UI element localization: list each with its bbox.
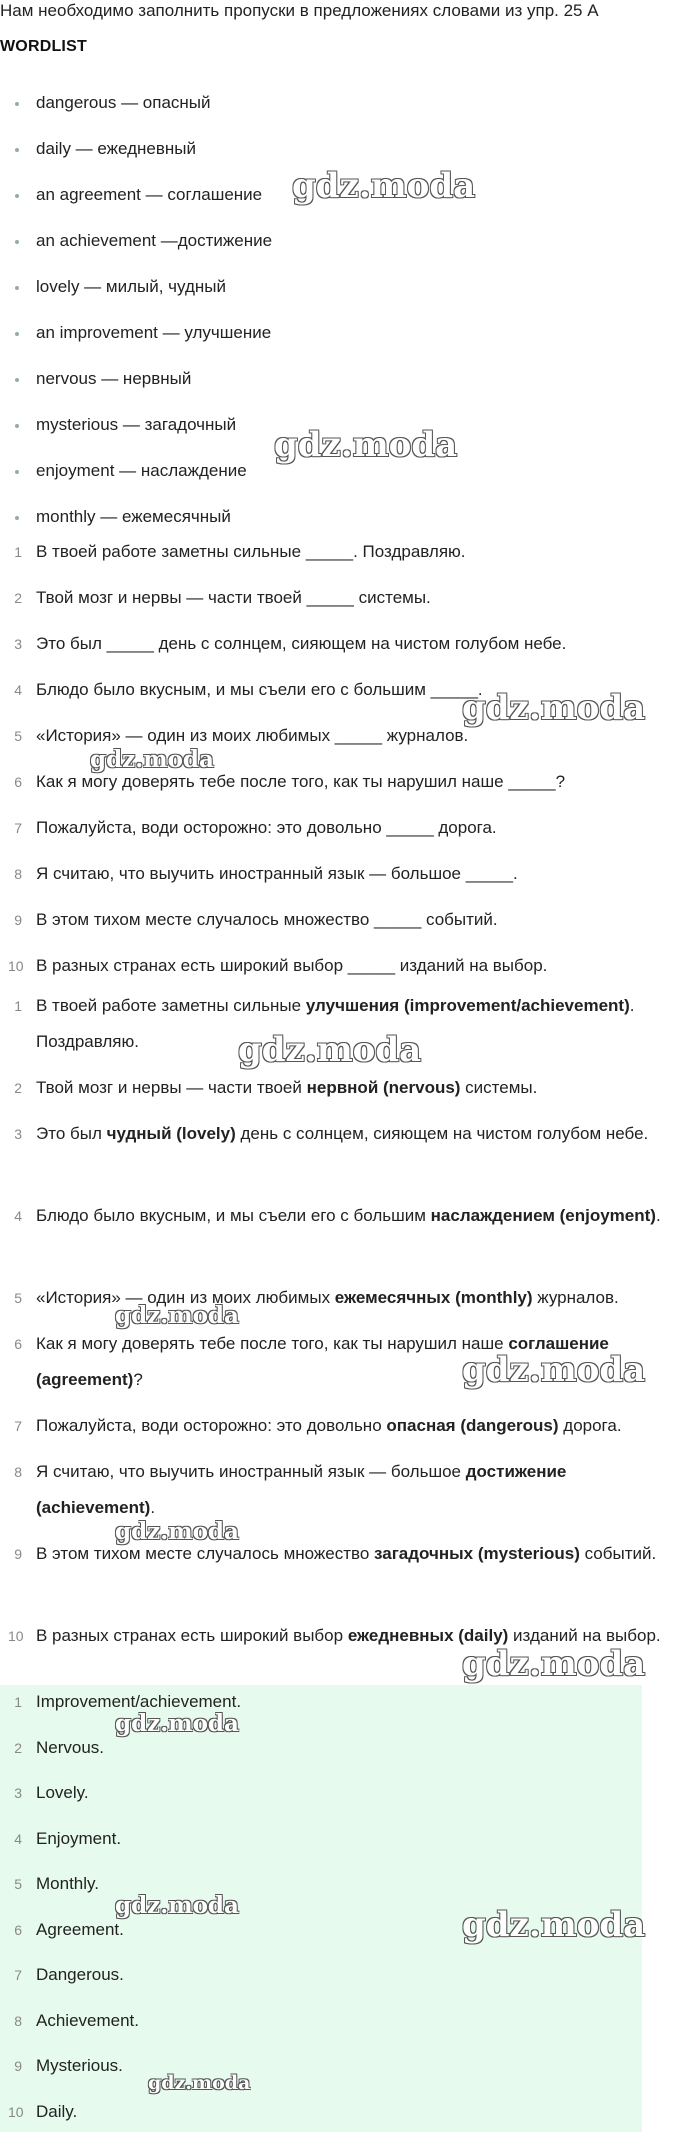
answer-word: улучшения (improvement/achievement) <box>306 996 630 1015</box>
short-answer-text: Agreement. <box>36 1920 124 1939</box>
answer-after: ? <box>133 1370 142 1389</box>
answer-before: Я считаю, что выучить иностранный язык — большое <box>36 1462 466 1481</box>
watermark: gdz.moda <box>462 688 645 728</box>
answer-item <box>0 1116 680 1198</box>
task-item <box>0 816 680 862</box>
watermark: gdz.moda <box>115 1710 239 1737</box>
task-item <box>0 632 680 678</box>
wordlist-item: an agreement — соглашение <box>0 180 680 226</box>
short-answer-item <box>0 1733 680 1779</box>
intro-text: Нам необходимо заполнить пропуски в предложениях словами из упр. 25 А <box>0 0 680 22</box>
wordlist-item: monthly — ежемесячный <box>0 502 680 548</box>
short-answer-item <box>0 1687 680 1733</box>
answer-item <box>0 1326 680 1408</box>
item-number: 9 <box>8 908 22 932</box>
task-text: Блюдо было вкусным, и мы съели его с большим _____. <box>36 680 483 699</box>
watermark: gdz.moda <box>238 1030 421 1070</box>
task-text: В разных странах есть широкий выбор _____ изданий на выбор. <box>36 956 547 975</box>
task-item <box>0 540 680 586</box>
answer-word: чудный (lovely) <box>107 1124 236 1143</box>
task-item <box>0 586 680 632</box>
watermark: gdz.moda <box>462 1350 645 1390</box>
answer-after: событий. <box>580 1544 656 1563</box>
answer-after: . <box>656 1206 661 1225</box>
wordlist-item: dangerous — опасный <box>0 88 680 134</box>
wordlist-item: daily — ежедневный <box>0 134 680 180</box>
task-item <box>0 908 680 954</box>
item-number: 6 <box>8 770 22 794</box>
answer-before: Пожалуйста, води осторожно: это довольно <box>36 1416 386 1435</box>
answer-before: В этом тихом месте случалось множество <box>36 1544 374 1563</box>
task-text: В этом тихом месте случалось множество _____ событий. <box>36 910 498 929</box>
answer-after: . Поздравляю. <box>36 996 634 1051</box>
watermark: gdz.moda <box>115 1302 239 1329</box>
item-number: 4 <box>8 1198 22 1234</box>
task-item <box>0 724 680 770</box>
watermark: gdz.moda <box>462 1905 645 1945</box>
answer-before: Как я могу доверять тебе после того, как ты нарушил наше <box>36 1334 508 1353</box>
task-text: Твой мозг и нервы — части твоей _____ системы. <box>36 588 431 607</box>
wordlist-item: an achievement —достижение <box>0 226 680 272</box>
answer-after: изданий на выбор. <box>508 1626 660 1645</box>
task-text: «История» — один из моих любимых _____ журналов. <box>36 726 468 745</box>
watermark: gdz.moda <box>462 1644 645 1684</box>
answer-item <box>0 988 680 1070</box>
answer-list <box>0 988 680 1700</box>
short-answer-text: Dangerous. <box>36 1965 124 1984</box>
task-list <box>0 540 680 1000</box>
item-number: 5 <box>8 724 22 748</box>
item-number: 8 <box>8 1454 22 1490</box>
task-item <box>0 678 680 724</box>
item-number: 7 <box>8 1960 22 1990</box>
answer-word: ежедневных (daily) <box>348 1626 509 1645</box>
short-answer-item <box>0 1915 680 1961</box>
watermark: gdz.moda <box>115 1892 239 1919</box>
answer-after: системы. <box>460 1078 537 1097</box>
task-text: Как я могу доверять тебе после того, как ты нарушил наше _____? <box>36 772 565 791</box>
item-number: 4 <box>8 1824 22 1854</box>
answer-before: Твой мозг и нервы — части твоей <box>36 1078 307 1097</box>
item-number: 9 <box>8 2051 22 2081</box>
watermark: gdz.moda <box>90 746 214 773</box>
item-number: 5 <box>8 1869 22 1899</box>
item-number: 6 <box>8 1326 22 1362</box>
item-number: 3 <box>8 1778 22 1808</box>
task-text: В твоей работе заметны сильные _____. Поздравляю. <box>36 542 466 561</box>
item-number: 1 <box>8 540 22 564</box>
answer-word: нервной (nervous) <box>307 1078 461 1097</box>
answer-word: наслаждением (enjoyment) <box>431 1206 656 1225</box>
short-answer-text: Daily. <box>36 2102 77 2121</box>
answer-word: соглашение (agreement) <box>36 1334 609 1389</box>
task-item <box>0 862 680 908</box>
item-number: 3 <box>8 1116 22 1152</box>
task-text: Это был _____ день с солнцем, сияющем на чистом голубом небе. <box>36 634 566 653</box>
item-number: 7 <box>8 1408 22 1444</box>
wordlist-item: enjoyment — наслаждение <box>0 456 680 502</box>
wordlist-title: WORDLIST <box>0 38 87 56</box>
short-answer-item <box>0 1869 680 1915</box>
watermark: gdz.moda <box>292 166 475 206</box>
item-number: 9 <box>8 1536 22 1572</box>
item-number: 6 <box>8 1915 22 1945</box>
item-number: 3 <box>8 632 22 656</box>
item-number: 10 <box>8 954 22 978</box>
answer-word: ежемесячных (monthly) <box>335 1288 533 1307</box>
short-answer-text: Enjoyment. <box>36 1829 121 1848</box>
answer-item <box>0 1408 680 1454</box>
answer-item <box>0 1070 680 1116</box>
answer-before: «История» — один из моих любимых <box>36 1288 335 1307</box>
item-number: 4 <box>8 678 22 702</box>
short-answer-item <box>0 1824 680 1870</box>
watermark: gdz.moda <box>115 1518 239 1545</box>
short-answer-item <box>0 1778 680 1824</box>
short-answer-text: Lovely. <box>36 1783 89 1802</box>
item-number: 1 <box>8 988 22 1024</box>
answer-before: В твоей работе заметны сильные <box>36 996 306 1015</box>
item-number: 2 <box>8 1733 22 1763</box>
answer-item <box>0 1536 680 1618</box>
wordlist-item: lovely — милый, чудный <box>0 272 680 318</box>
item-number: 1 <box>8 1687 22 1717</box>
short-answer-text: Nervous. <box>36 1738 104 1757</box>
answer-word: достижение (achievement) <box>36 1462 566 1517</box>
wordlist-item: nervous — нервный <box>0 364 680 410</box>
answer-item <box>0 1198 680 1280</box>
answer-item <box>0 1280 680 1326</box>
answer-word: загадочных (mysterious) <box>374 1544 580 1563</box>
item-number: 2 <box>8 1070 22 1106</box>
answer-item <box>0 1454 680 1536</box>
task-text: Пожалуйста, води осторожно: это довольно _____ дорога. <box>36 818 497 837</box>
item-number: 10 <box>8 1618 22 1654</box>
item-number: 10 <box>8 2097 22 2127</box>
watermark: gdz.moda <box>148 2072 250 2094</box>
answer-word: опасная (dangerous) <box>386 1416 558 1435</box>
answer-before: Блюдо было вкусным, и мы съели его с большим <box>36 1206 431 1225</box>
item-number: 8 <box>8 2006 22 2036</box>
item-number: 8 <box>8 862 22 886</box>
answer-after: . <box>150 1498 155 1517</box>
short-answer-item <box>0 1960 680 2006</box>
item-number: 7 <box>8 816 22 840</box>
answer-before: Это был <box>36 1124 107 1143</box>
answer-after: день с солнцем, сияющем на чистом голубом небе. <box>236 1124 649 1143</box>
short-answer-list <box>0 1687 680 2142</box>
answer-after: журналов. <box>533 1288 619 1307</box>
wordlist-item: an improvement — улучшение <box>0 318 680 364</box>
answer-before: В разных странах есть широкий выбор <box>36 1626 348 1645</box>
short-answer-text: Monthly. <box>36 1874 99 1893</box>
item-number: 5 <box>8 1280 22 1316</box>
wordlist-item: mysterious — загадочный <box>0 410 680 456</box>
short-answer-text: Achievement. <box>36 2011 139 2030</box>
wordlist <box>0 88 680 548</box>
short-answer-item <box>0 2051 680 2097</box>
task-text: Я считаю, что выучить иностранный язык — большое _____. <box>36 864 518 883</box>
watermark: gdz.moda <box>274 425 457 465</box>
short-answer-item <box>0 2006 680 2052</box>
task-item <box>0 770 680 816</box>
short-answer-text: Mysterious. <box>36 2056 123 2075</box>
answer-after: дорога. <box>559 1416 622 1435</box>
short-answer-item <box>0 2097 680 2142</box>
item-number: 2 <box>8 586 22 610</box>
short-answer-text: Improvement/achievement. <box>36 1692 241 1711</box>
